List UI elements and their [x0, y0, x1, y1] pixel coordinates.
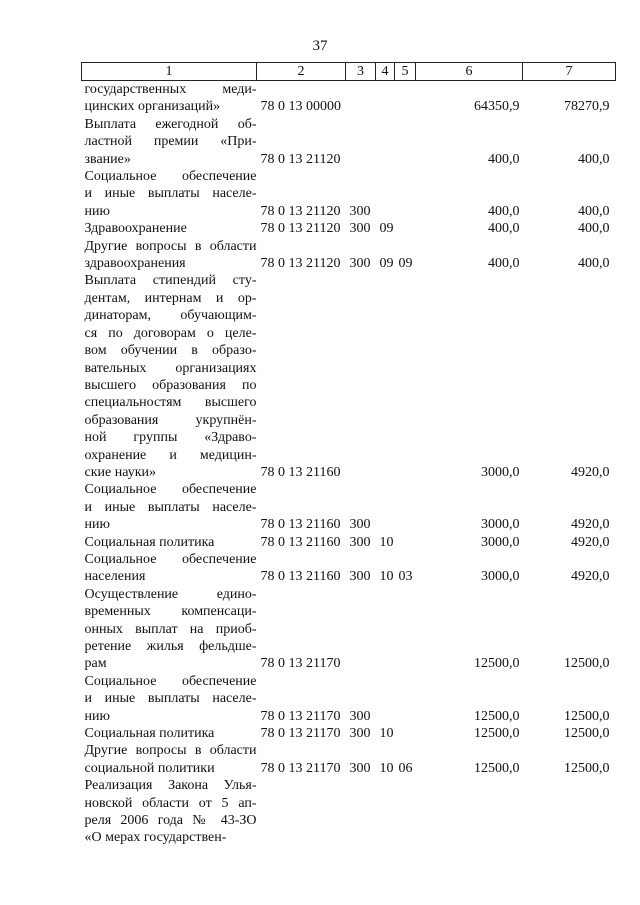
row-value-7: [523, 777, 616, 847]
row-name-line: Другие вопросы в области: [84, 743, 257, 759]
row-col-3: [346, 777, 376, 847]
row-name-line: ретение жилья фельдше-: [84, 639, 257, 654]
row-name-line: Здравоохранение: [84, 221, 187, 237]
row-col-5: [395, 777, 416, 847]
row-name-line: и иные выплаты населе-: [84, 691, 257, 707]
row-col-3: 300: [349, 760, 371, 776]
row-code: 78 0 13 00000: [260, 99, 341, 115]
row-col-4: [376, 168, 395, 220]
table-row: [82, 272, 616, 481]
row-name-line: Выплата ежегодной об-: [84, 116, 257, 132]
row-name: [82, 238, 257, 273]
row-value-6: 12500,0: [474, 708, 520, 724]
header-row: [82, 63, 616, 81]
row-col-5: [395, 725, 416, 742]
row-name-line: нию: [84, 203, 110, 219]
table-row: [82, 777, 616, 847]
row-name-line: ся по договорам о целе-: [84, 325, 257, 341]
row-col-3: 300: [349, 708, 371, 724]
row-name: [82, 551, 257, 586]
row-value-6: 400,0: [488, 221, 520, 237]
row-col-4: [376, 481, 395, 533]
table-row: [82, 220, 616, 237]
row-col-3: 300: [349, 221, 371, 237]
row-name-line: Социальное обеспечение: [84, 673, 257, 689]
row-name-line: здравоохранения: [84, 256, 186, 272]
row-col-4: [376, 673, 395, 725]
row-col-4: 10: [379, 760, 394, 776]
row-value-6: 12500,0: [474, 726, 520, 742]
header-col-7: 7: [523, 63, 616, 81]
table-row: [82, 238, 616, 273]
row-name-line: новской области от 5 ап-: [84, 795, 257, 811]
row-value-7: 400,0: [578, 151, 610, 167]
row-col-5: 03: [398, 569, 413, 585]
row-value-7: 4920,0: [571, 517, 610, 533]
row-col-5: [395, 534, 416, 551]
row-name-line: нию: [84, 517, 110, 533]
header-col-5: 5: [395, 63, 416, 81]
row-col-5: 06: [398, 760, 413, 776]
row-name-line: ластной премии «При-: [84, 134, 257, 150]
row-value-7: 4920,0: [571, 464, 610, 480]
row-col-4: [376, 116, 395, 168]
row-name: [82, 534, 257, 551]
row-code: 78 0 13 21160: [260, 464, 341, 480]
row-value-6: 12500,0: [474, 656, 520, 672]
row-value-7: 400,0: [578, 256, 610, 272]
row-name-line: и иные выплаты населе-: [84, 499, 257, 515]
row-name-line: цинских организаций»: [84, 99, 221, 115]
row-code: 78 0 13 21170: [260, 708, 341, 724]
row-value-7: 78270,9: [564, 99, 610, 115]
header-col-2: 2: [257, 63, 346, 81]
row-col-3: [346, 116, 376, 168]
budget-table: [81, 62, 616, 847]
row-col-5: [395, 168, 416, 220]
table-row: [82, 81, 616, 116]
row-name-line: Социальная политика: [84, 726, 215, 742]
row-col-3: 300: [349, 726, 371, 742]
header-col-1: 1: [82, 63, 257, 81]
row-name-line: охранение и медицин-: [84, 447, 257, 463]
row-code: 78 0 13 21170: [260, 726, 341, 742]
row-value-7: 12500,0: [564, 760, 610, 776]
row-name-line: рам: [84, 656, 107, 672]
row-name-line: Социальная политика: [84, 534, 215, 550]
row-col-5: [395, 116, 416, 168]
table-row: [82, 534, 616, 551]
row-value-6: 3000,0: [481, 464, 520, 480]
row-name-line: населения: [84, 569, 146, 585]
row-col-3: [346, 272, 376, 481]
row-name: [82, 777, 257, 847]
row-name: [82, 673, 257, 725]
row-value-6: [416, 777, 523, 847]
row-name: [82, 220, 257, 237]
row-name-line: Социальное обеспечение: [84, 551, 257, 567]
row-col-5: [395, 481, 416, 533]
row-name-line: специальностям высшего: [84, 395, 257, 411]
row-code: 78 0 13 21160: [260, 534, 341, 550]
row-name-line: онных выплат на приоб-: [84, 621, 257, 637]
row-col-4: [376, 777, 395, 847]
row-value-7: 4920,0: [571, 569, 610, 585]
row-col-4: 09: [379, 256, 394, 272]
row-col-5: [395, 81, 416, 116]
row-code: 78 0 13 21170: [260, 760, 341, 776]
row-name-line: и иные выплаты населе-: [84, 186, 257, 202]
row-code: 78 0 13 21120: [260, 151, 341, 167]
row-col-4: 09: [379, 221, 394, 237]
row-value-7: 400,0: [578, 203, 610, 219]
row-name-line: звание»: [84, 151, 131, 167]
row-col-4: 10: [379, 534, 394, 550]
row-name-line: Социальное обеспечение: [84, 482, 257, 498]
row-name-line: Другие вопросы в области: [84, 238, 257, 254]
row-value-6: 12500,0: [474, 760, 520, 776]
row-name-line: социальной политики: [84, 760, 215, 776]
row-col-3: 300: [349, 203, 371, 219]
row-name-line: Социальное обеспечение: [84, 169, 257, 185]
row-col-4: 10: [379, 569, 394, 585]
row-value-7: 12500,0: [564, 726, 610, 742]
page-number: 37: [312, 38, 328, 54]
row-name-line: высшего образования по: [84, 377, 257, 393]
row-code: 78 0 13 21120: [260, 221, 341, 237]
table-row: [82, 168, 616, 220]
row-code: 78 0 13 21120: [260, 256, 341, 272]
row-name: [82, 116, 257, 168]
row-col-5: [395, 586, 416, 673]
row-col-3: [346, 586, 376, 673]
row-name-line: «О мерах государствен-: [84, 830, 227, 846]
row-col-3: [346, 81, 376, 116]
row-col-5: [395, 272, 416, 481]
row-value-7: 400,0: [578, 221, 610, 237]
row-col-4: [376, 272, 395, 481]
header-col-6: 6: [416, 63, 523, 81]
row-name-line: вом обучении в образо-: [84, 343, 257, 359]
row-name: [82, 272, 257, 481]
row-col-5: [395, 220, 416, 237]
row-code: 78 0 13 21170: [260, 656, 341, 672]
row-value-6: 3000,0: [481, 517, 520, 533]
row-code: 78 0 13 21120: [260, 203, 341, 219]
row-name-line: нию: [84, 708, 110, 724]
row-name: [82, 81, 257, 116]
table-row: [82, 116, 616, 168]
table-row: [82, 481, 616, 533]
row-name: [82, 168, 257, 220]
row-name-line: динаторам, обучающим-: [84, 308, 257, 324]
row-name-line: ские науки»: [84, 464, 157, 480]
row-value-6: 3000,0: [481, 534, 520, 550]
row-col-5: 09: [398, 256, 413, 272]
header-col-3: 3: [346, 63, 376, 81]
row-col-5: [395, 673, 416, 725]
row-name-line: Реализация Закона Улья-: [84, 778, 257, 794]
row-name-line: временных компенсаци-: [84, 604, 257, 620]
row-value-6: 400,0: [488, 151, 520, 167]
header-col-4: 4: [376, 63, 395, 81]
row-value-7: 12500,0: [564, 656, 610, 672]
table-body: [82, 81, 616, 847]
row-name: [82, 742, 257, 777]
row-value-6: 400,0: [488, 203, 520, 219]
row-col-4: [376, 586, 395, 673]
row-col-4: [376, 81, 395, 116]
row-name-line: образования укрупнён-: [84, 412, 257, 428]
row-value-7: 4920,0: [571, 534, 610, 550]
row-value-6: 3000,0: [481, 569, 520, 585]
row-col-4: 10: [379, 726, 394, 742]
row-name: [82, 725, 257, 742]
row-code: 78 0 13 21160: [260, 517, 341, 533]
row-name-line: государственных меди-: [84, 82, 257, 97]
table-row: [82, 673, 616, 725]
row-name-line: ной группы «Здраво-: [84, 430, 257, 446]
table-row: [82, 551, 616, 586]
row-value-6: 400,0: [488, 256, 520, 272]
table-row: [82, 586, 616, 673]
row-name-line: Выплата стипендий сту-: [84, 273, 257, 289]
row-col-3: 300: [349, 569, 371, 585]
row-name-line: реля 2006 года № 43-ЗО: [84, 813, 257, 829]
row-name: [82, 481, 257, 533]
row-col-3: 300: [349, 256, 371, 272]
table-row: [82, 725, 616, 742]
row-code: 78 0 13 21160: [260, 569, 341, 585]
row-name: [82, 586, 257, 673]
row-name-line: Осуществление едино-: [84, 586, 257, 602]
row-col-3: 300: [349, 517, 371, 533]
table-row: [82, 742, 616, 777]
row-code: [257, 777, 346, 847]
row-value-6: 64350,9: [474, 99, 520, 115]
row-name-line: дентам, интернам и ор-: [84, 290, 257, 306]
row-value-7: 12500,0: [564, 708, 610, 724]
row-name-line: вательных организациях: [84, 360, 257, 376]
row-col-3: 300: [349, 534, 371, 550]
